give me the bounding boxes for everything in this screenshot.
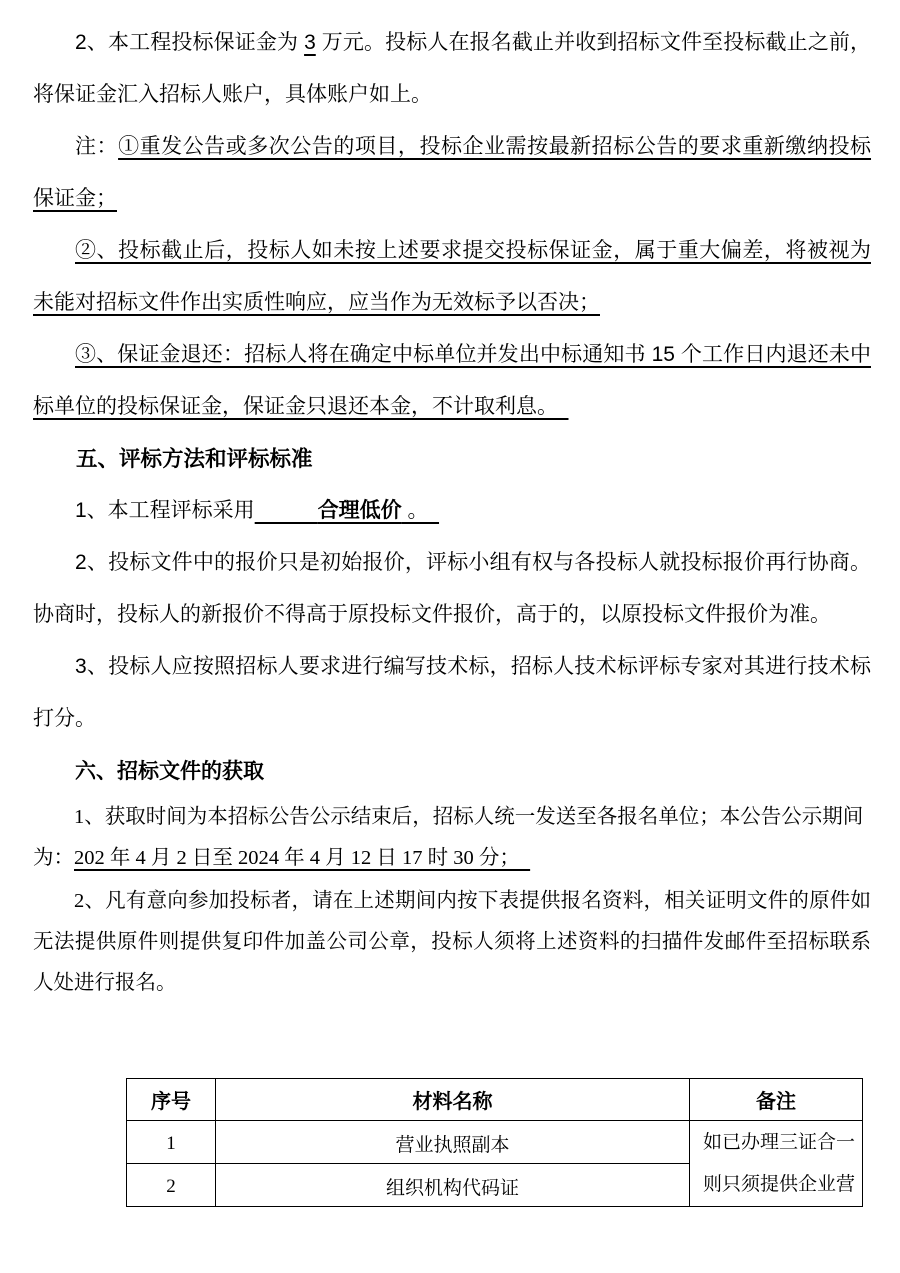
- registration-paragraph: 2、凡有意向参加投标者，请在上述期间内按下表提供报名资料，相关证明文件的原件如无法提供原件则提供复印件加盖公司公章，投标人须将上述资料的扫描件发邮件至招标联系人处进行报名。: [33, 890, 871, 994]
- note-item-3: ③、保证金退还：招标人将在确定中标单位并发出中标通知书 15 个工作日内退还未中标单位的投标保证金，保证金只退还本金，不计取利息。: [33, 343, 871, 418]
- evaluation-method-paragraph: [33, 485, 871, 537]
- acquisition-time-line1: 1、获取时间为本招标公告公示结束后，招标人统一发送至各报名单位；本公告公示期间: [74, 806, 864, 828]
- acquisition-time-line2-pre: 为：: [33, 847, 74, 869]
- evaluation-underline-lead: [255, 499, 318, 522]
- deposit-amount: 3: [304, 31, 316, 54]
- note-item-1: ①重发公告或多次公告的项目，投标企业需按最新招标公告的要求重新缴纳投标保证金；: [33, 135, 872, 210]
- header-remark: 备注: [690, 1079, 863, 1121]
- row1-serial: 1: [127, 1121, 216, 1164]
- deposit-text-pre: 2、本工程投标保证金为: [75, 31, 305, 54]
- remark-merged-cell: [690, 1121, 863, 1207]
- deposit-paragraph: [33, 17, 871, 121]
- note-paragraph-3: [33, 329, 871, 433]
- announcement-period: 202 年 4 月 2 日至 2024 年 4 月 12 日 17 时 30 分；: [74, 847, 531, 869]
- deposit-text-post: 万元。投标人在报名截止并收到招标文件至投标截止之前，将保证金汇入招标人账户，具体账户如上。: [33, 31, 871, 106]
- note-paragraph-1: [33, 121, 871, 225]
- remark-line-1: 如已办理三证合一: [703, 1131, 856, 1153]
- deposit-and-notes-section: [33, 17, 871, 797]
- row2-serial: 2: [127, 1164, 216, 1207]
- materials-table-header-row: [127, 1079, 863, 1121]
- materials-table: [126, 1078, 863, 1207]
- table-row: [127, 1121, 863, 1164]
- evaluation-method-pre: 1、本工程评标采用: [75, 499, 255, 522]
- note-label: 注：: [75, 135, 119, 158]
- header-serial-number: 序号: [127, 1079, 216, 1121]
- section5-paragraph-3: 3、投标人应按照招标人要求进行编写技术标，招标人技术标评标专家对其进行技术标打分。: [33, 655, 871, 730]
- row2-material: 组织机构代码证: [216, 1164, 690, 1207]
- acquisition-time-paragraph: [33, 797, 871, 879]
- header-material-name: 材料名称: [216, 1079, 690, 1121]
- evaluation-method-value: 合理低价: [317, 499, 402, 522]
- document-acquisition-section: [33, 797, 871, 1004]
- note-paragraph-2: [33, 225, 871, 329]
- evaluation-underline-tail: 。: [401, 499, 440, 522]
- remark-line-2: 则只须提供企业营: [703, 1173, 856, 1195]
- section5-heading: 五、评标方法和评标标准: [76, 447, 313, 471]
- row1-material: 营业执照副本: [216, 1121, 690, 1164]
- section5-paragraph-2: 2、投标文件中的报价只是初始报价，评标小组有权与各投标人就投标报价再行协商。协商时，投标人的新报价不得高于原投标文件报价，高于的，以原投标文件报价为准。: [33, 551, 871, 626]
- section6-heading: 六、招标文件的获取: [75, 759, 264, 783]
- note-item-2: ②、投标截止后，投标人如未按上述要求提交投标保证金，属于重大偏差，将被视为未能对招标文件作出实质性响应，应当作为无效标予以否决；: [33, 239, 871, 314]
